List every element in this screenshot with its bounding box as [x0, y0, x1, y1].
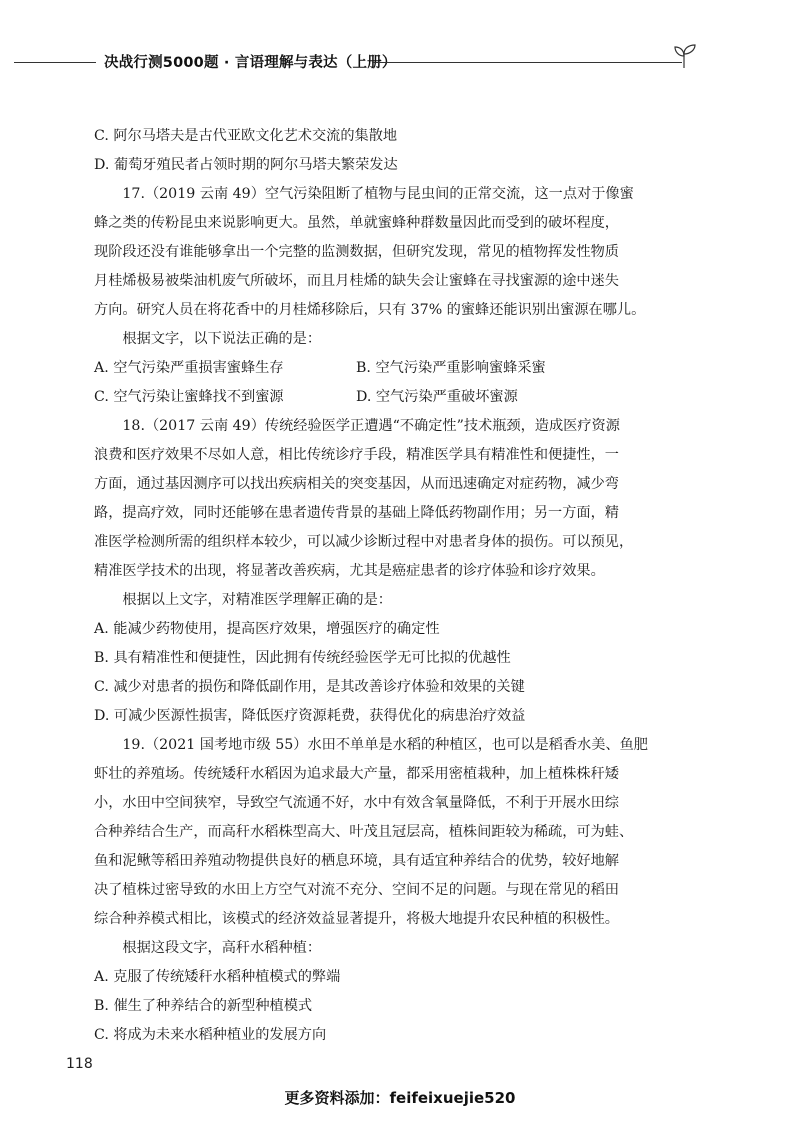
- question-17-line: 17.（2019 云南 49）空气污染阻断了植物与昆虫间的正常交流，这一点对于像蜜: [122, 186, 634, 202]
- prev-option-d: D. 葡萄牙殖民者占领时期的阿尔马塔夫繁荣发达: [94, 157, 398, 173]
- footer-note: 更多资料添加：feifeixuejie520: [284, 1089, 516, 1107]
- question-17-options-row-1: [94, 354, 692, 383]
- header-rule-right: [372, 62, 682, 63]
- question-17-option-b: B. 空气污染严重影响蜜蜂采蜜: [356, 360, 546, 376]
- question-17-prompt: 根据文字，以下说法正确的是：: [122, 331, 322, 347]
- question-19-line: 合种养结合生产，而高秆水稻株型高大、叶茂且冠层高，植株间距较为稀疏，可为蛙、: [94, 824, 634, 840]
- question-18-option-b: B. 具有精准性和便捷性，因此拥有传统经验医学无可比拟的优越性: [94, 650, 511, 666]
- page-number: 118: [66, 1056, 93, 1072]
- question-19-line: 决了植株过密导致的水田上方空气对流不充分、空间不足的问题。与现在常见的稻田: [94, 882, 619, 898]
- question-18-prompt: 根据以上文字，对精准医学理解正确的是：: [122, 592, 392, 608]
- question-17: [94, 180, 692, 412]
- sprout-icon: [672, 42, 702, 72]
- question-19-option-b: B. 催生了种养结合的新型种植模式: [94, 998, 313, 1014]
- question-19-option-a: A. 克服了传统矮秆水稻种植模式的弊端: [94, 969, 341, 985]
- question-17-option-c: C. 空气污染让蜜蜂找不到蜜源: [94, 389, 284, 405]
- question-17-line: 月桂烯极易被柴油机废气所破坏，而且月桂烯的缺失会让蜜蜂在寻找蜜源的途中迷失: [94, 273, 619, 289]
- question-19-prompt: 根据这段文字，高秆水稻种植：: [122, 940, 322, 956]
- header-rule-left: [14, 62, 96, 63]
- question-18: [94, 412, 692, 731]
- question-18-option-d: D. 可减少医源性损害，降低医疗资源耗费，获得优化的病患治疗效益: [94, 708, 526, 724]
- question-18-line: 精准医学技术的出现，将显著改善疾病，尤其是癌症患者的诊疗体验和诊疗效果。: [94, 563, 605, 579]
- question-19-line: 19.（2021 国考地市级 55）水田不单单是水稻的种植区，也可以是稻香水美、鱼肥: [122, 737, 648, 753]
- question-19-line: 鱼和泥鳅等稻田养殖动物提供良好的栖息环境，具有适宜种养结合的优势，较好地解: [94, 853, 619, 869]
- question-18-line: 浪费和医疗效果不尽如人意，相比传统诊疗手段，精准医学具有精准性和便捷性，一: [94, 447, 619, 463]
- question-19-line: 综合种养模式相比，该模式的经济效益显著提升，将极大地提升农民种植的积极性。: [94, 911, 619, 927]
- question-18-option-c: C. 减少对患者的损伤和降低副作用，是其改善诊疗体验和效果的关键: [94, 679, 525, 695]
- question-19: [94, 731, 692, 1050]
- question-17-line: 方向。研究人员在将花香中的月桂烯移除后，只有 37% 的蜜蜂还能识别出蜜源在哪儿。: [94, 302, 646, 318]
- running-header: [0, 48, 800, 78]
- question-19-line: 虾壮的养殖场。传统矮秆水稻因为追求最大产量，都采用密植栽种，加上植株株秆矮: [94, 766, 619, 782]
- prev-option-c: C. 阿尔马塔夫是古代亚欧文化艺术交流的集散地: [94, 128, 398, 144]
- question-18-line: 路，提高疗效，同时还能够在患者遗传背景的基础上降低药物副作用；另一方面，精: [94, 505, 619, 521]
- question-18-option-a: A. 能减少药物使用，提高医疗效果，增强医疗的确定性: [94, 621, 440, 637]
- question-17-options-row-2: [94, 383, 692, 412]
- question-19-line: 小，水田中空间狭窄，导致空气流通不好，水中有效含氧量降低，不利于开展水田综: [94, 795, 619, 811]
- book-title: 决战行测5000题 · 言语理解与表达（上册）: [104, 55, 397, 71]
- question-18-line: 18.（2017 云南 49）传统经验医学正遭遇“不确定性”技术瓶颈，造成医疗资源: [122, 418, 620, 434]
- question-17-option-d: D. 空气污染严重破坏蜜源: [356, 389, 518, 405]
- question-17-line: 蜂之类的传粉昆虫来说影响更大。虽然，单就蜜蜂种群数量因此而受到的破坏程度，: [94, 215, 619, 231]
- question-18-line: 方面，通过基因测序可以找出疾病相关的突变基因，从而迅速确定对症药物，减少弯: [94, 476, 619, 492]
- question-17-line: 现阶段还没有谁能够拿出一个完整的监测数据，但研究发现，常见的植物挥发性物质: [94, 244, 619, 260]
- question-19-option-c: C. 将成为未来水稻种植业的发展方向: [94, 1027, 327, 1043]
- page-content: [94, 122, 692, 1050]
- question-18-line: 准医学检测所需的组织样本较少，可以减少诊断过程中对患者身体的损伤。可以预见，: [94, 534, 634, 550]
- question-17-option-a: A. 空气污染严重损害蜜蜂生存: [94, 360, 284, 376]
